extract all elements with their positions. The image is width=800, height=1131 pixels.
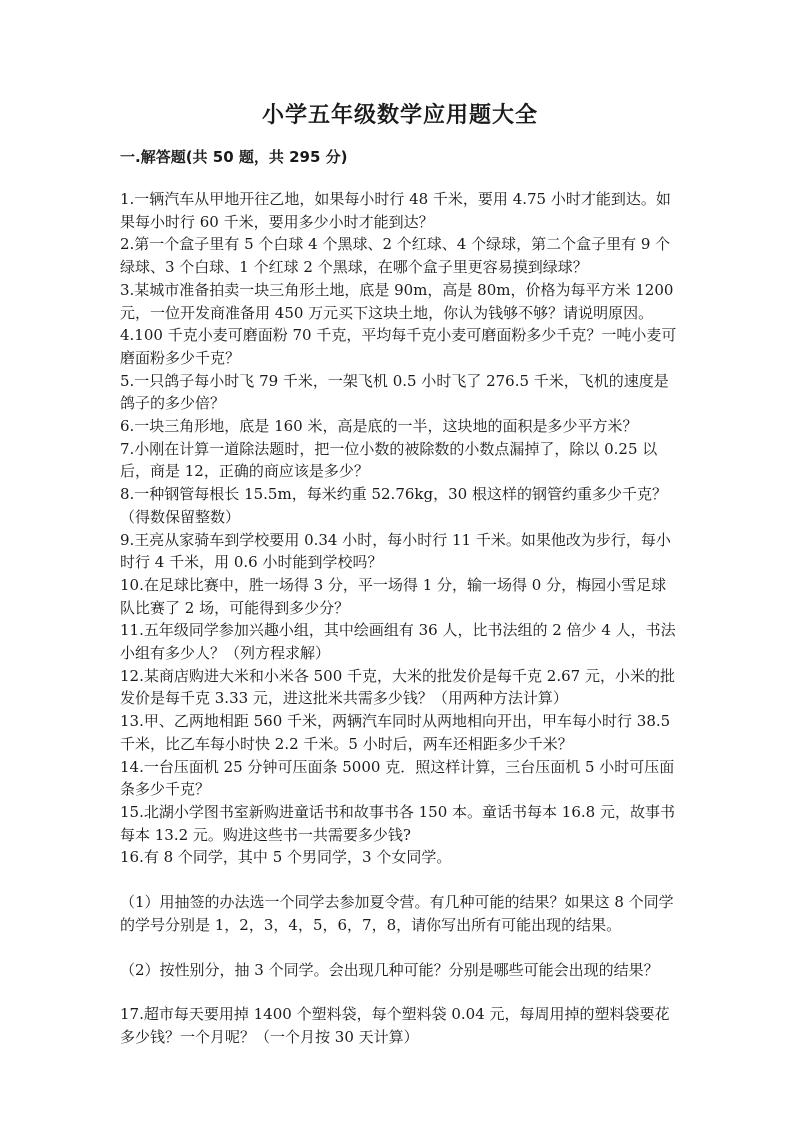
question-item: 15.北湖小学图书室新购进童话书和故事书各 150 本。童话书每本 16.8 元，故事书每本 13.2 元。购进这些书一共需要多少钱? [120,802,675,844]
question-item: 5.一只鸽子每小时飞 79 千米，一架飞机 0.5 小时飞了 276.5 千米，飞机的速度是鸽子的多少倍？ [120,371,669,413]
question-item: 11.五年级同学参加兴趣小组，其中绘画组有 36 人，比书法组的 2 倍少 4 人，书法小组有多少人？（列方程求解） [120,621,676,663]
question-item: 8.一种钢管每根长 15.5m，每米约重 52.76kg，30 根这样的钢管约重多少千克？（得数保留整数） [120,485,667,526]
question-item: 4.100 千克小麦可磨面粉 70 千克，平均每千克小麦可磨面粉多少千克？一吨小麦可磨面粉多少千克？ [120,326,677,367]
question-16-part-2: （2）按性别分，抽 3 个同学。会出现几种可能？分别是哪些可能会出现的结果？ [120,960,659,979]
question-item: 3.某城市准备拍卖一块三角形土地，底是 90m，高是 80m，价格为每平方米 1200 元，一位开发商准备用 450 万元买下这块土地，你认为钱够不够？请说明原因。 [120,280,674,322]
question-item: 13.甲、乙两地相距 560 千米，两辆汽车同时从两地相向开出，甲车每小时行 38.5 千米，比乙车每小时快 2.2 千米。5 小时后，两车还相距多少千米？ [120,712,671,753]
question-item: 10.在足球比赛中，胜一场得 3 分，平一场得 1 分，输一场得 0 分，梅园小雪足球队比赛了 2 场，可能得到多少分？ [120,575,667,617]
question-item: 1.一辆汽车从甲地开往乙地，如果每小时行 48 千米，要用 4.75 小时才能到达。如果每小时行 60 千米，要用多少小时才能到达？ [120,190,671,231]
question-item: 6.一块三角形地，底是 160 米，高是底的一半，这块地的面积是多少平方米？ [120,417,638,436]
question-item: 17.超市每天要用掉 1400 个塑料袋，每个塑料袋 0.04 元，每周用掉的塑料袋要花多少钱？一个月呢？（一个月按 30 天计算） [120,1005,670,1046]
section-heading: 一.解答题(共 50 题，共 295 分) [120,148,348,166]
spacer [120,981,680,1003]
question-item: 14.一台压面机 25 分钟可压面条 5000 克．照这样计算，三台压面机 5 小时可压面条多少千克？ [120,757,675,799]
question-list [120,188,680,1049]
question-16-part-1: （1）用抽签的办法选一个同学去参加夏令营。有几种可能的结果？如果这 8 个同学的学号分别是 1，2，3，4，5，6，7，8，请你写出所有可能出现的结果。 [120,893,674,934]
spacer [120,869,680,891]
question-item: 12.某商店购进大米和小米各 500 千克，大米的批发价是每千克 2.67 元，小米的批发价是每千克 3.33 元，进这批米共需多少钱？（用两种方法计算） [120,666,675,708]
question-item: 9.王亮从家骑车到学校要用 0.34 小时，每小时行 11 千米。如果他改为步行，每小时行 4 千米，用 0.6 小时能到学校吗？ [120,530,671,572]
question-item: 2.第一个盒子里有 5 个白球 4 个黑球、2 个红球、4 个绿球，第二个盒子里有 9 个绿球、3 个白球、1 个红球 2 个黑球，在哪个盒子里更容易摸到绿球？ [120,235,671,277]
spacer [120,937,680,959]
page-title: 小学五年级数学应用题大全 [261,103,538,128]
question-item: 7.小刚在计算一道除法题时，把一位小数的被除数的小数点漏掉了，除以 0.25 以后，商是 12，正确的商应该是多少？ [120,439,658,481]
question-item: 16.有 8 个同学，其中 5 个男同学，3 个女同学。 [120,848,452,867]
